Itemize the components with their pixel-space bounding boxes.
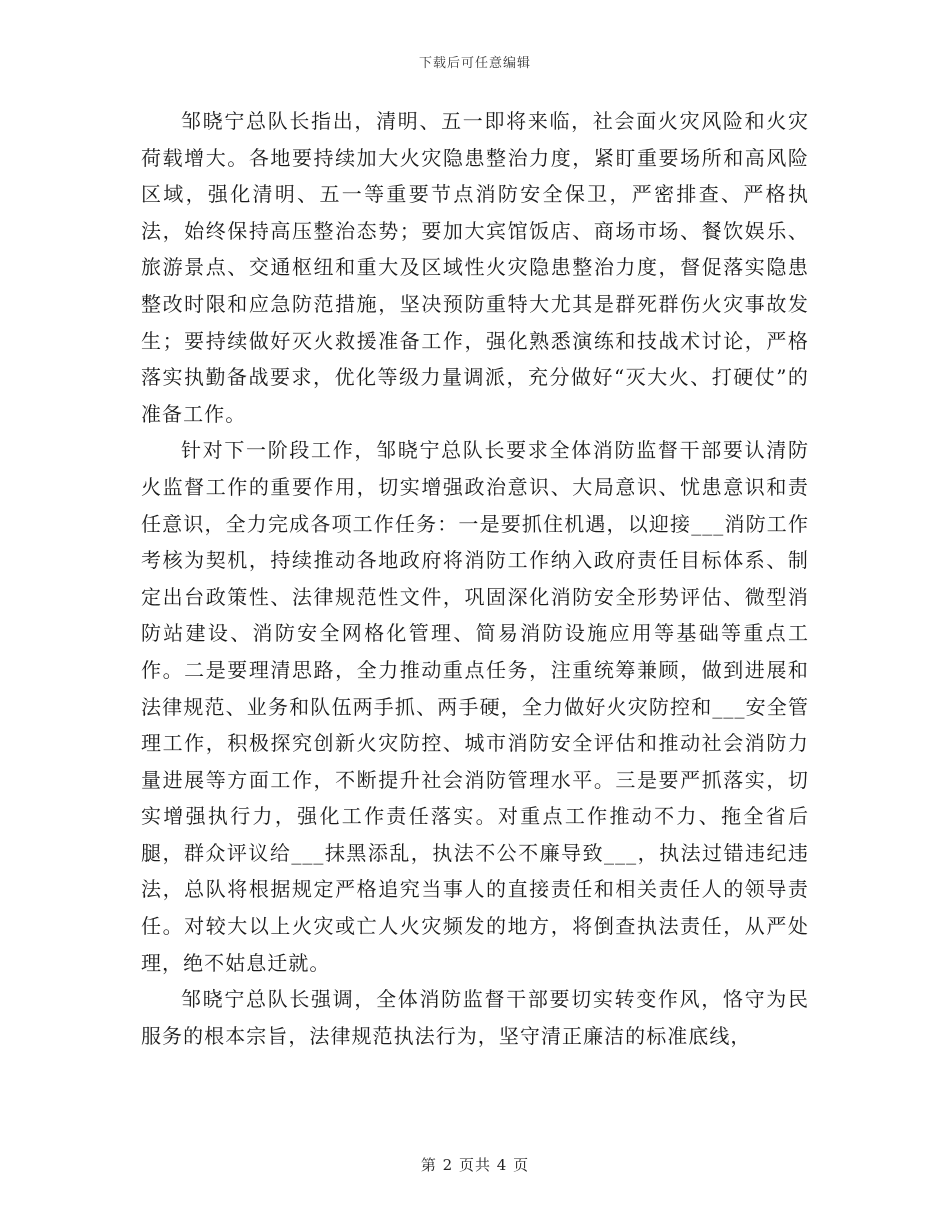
document-body: [141, 103, 809, 1054]
paragraph-2: 针对下一阶段工作，邹晓宁总队长要求全体消防监督干部要认清防火监督工作的重要作用，切实增强政治意识、大局意识、忧患意识和责任意识，全力完成各项工作任务：一是要抓住机遇，以迎接___消防工作考核为契机，持续推动各地政府将消防工作纳入政府责任目标体系、制定出台政策性、法律规范性文件，巩固深化消防安全形势评估、微型消防站建设、消防安全网格化管理、简易消防设施应用等基础等重点工作。二是要理清思路，全力推动重点任务，注重统筹兼顾，做到进展和法律规范、业务和队伍两手抓、两手硬，全力做好火灾防控和___安全管理工作，积极探究创新火灾防控、城市消防安全评估和推动社会消防力量进展等方面工作，不断提升社会消防管理水平。三是要严抓落实，切实增强执行力，强化工作责任落实。对重点工作推动不力、拖全省后腿，群众评议给___抹黑添乱，执法不公不廉导致___，执法过错违纪违法，总队将根据规定严格追究当事人的直接责任和相关责任人的领导责任。对较大以上火灾或亡人火灾频发的地方，将倒查执法责任，从严处理，绝不姑息迁就。: [141, 438, 809, 975]
paragraph-3: 邹晓宁总队长强调，全体消防监督干部要切实转变作风，恪守为民服务的根本宗旨，法律规范执法行为，坚守清正廉洁的标准底线，: [141, 987, 809, 1048]
page-footer: 第 2 页共 4 页: [420, 1156, 530, 1174]
paragraph-1: 邹晓宁总队长指出，清明、五一即将来临，社会面火灾风险和火灾荷载增大。各地要持续加大火灾隐患整治力度，紧盯重要场所和高风险区域，强化清明、五一等重要节点消防安全保卫，严密排查、严格执法，始终保持高压整治态势；要加大宾馆饭店、商场市场、餐饮娱乐、旅游景点、交通枢纽和重大及区域性火灾隐患整治力度，督促落实隐患整改时限和应急防范措施，坚决预防重特大尤其是群死群伤火灾事故发生；要持续做好灭火救援准备工作，强化熟悉演练和技战术讨论，严格落实执勤备战要求，优化等级力量调派，充分做好“灭大火、打硬仗”的准备工作。: [141, 109, 809, 426]
page-header: 下载后可任意编辑: [418, 56, 531, 71]
